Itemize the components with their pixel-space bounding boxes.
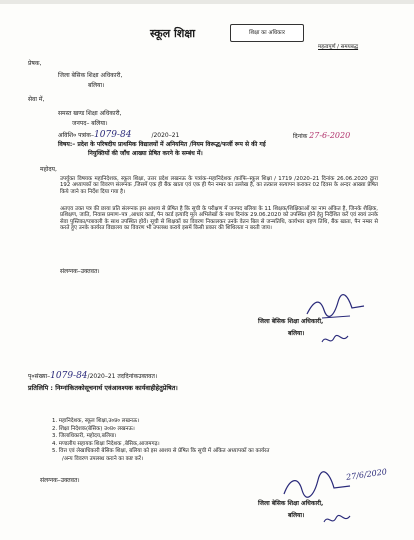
list-item: 1. महानिदेशक, स्कूल शिक्षा,उ०प्र० लखनऊ। [52, 418, 140, 424]
copy-ref-prefix: पृ०संख्या– [28, 373, 51, 380]
enclosure-note-2: संलग्नक–उक्तवत। [40, 477, 80, 484]
reference-year: /2020–21 [151, 132, 180, 139]
rte-logo-box: शिक्षा का अधिकार [230, 24, 304, 42]
subject-line-2: नियुक्तियों की जाँच आख्या प्रेषित करने के सम्बंध में। [88, 150, 203, 157]
copy-heading: प्रतिलिपि : निम्नांकितकोसूचनार्थ एवंआवश्यक कार्यवाहीहेतुप्रेषित। [28, 384, 178, 392]
list-item: 2. शिक्षा निदेशक(बेसिक) उ०प्र० लखनऊ। [52, 425, 135, 432]
copy-reference [28, 372, 157, 381]
copy-ref-suffix: /2020–21 तददिनांकउक्तवत। [87, 373, 158, 380]
recipient-district: जनपद– बलिया। [72, 120, 108, 127]
sender-office: जिला बेसिक शिक्षा अधिकारी, [58, 72, 123, 79]
body-paragraph-2: अतएव उक्त पत्र की छाया प्रति संलग्नक इस आशय से प्रेषित है कि सूची के परीक्षण में जनपद बलिया के 11 शिक्षक/शिक्षिकाओं का नाम अंकित है, जिनके शैक्षिक, प्रशिक्षण, जाति, निवास प्रमाण–पत्र ,आधार कार्ड, पैन कार्ड इत्यादि मूल अभिलेखों के साथ दिनांक 29.06.2020 को उपस्थित होने हेतु निर्देशित करें एवं स्वयं उनके सेवा पुस्तिका/पत्रावली के साथ उपस्थित होवें। सूची से शिक्षकों का विवरण निकालकर उनके वेतन बिल से जन्मतिथि, कार्यभार ग्रहण तिथि, बैंक खाता, पैन नम्बर से करते हुए उनके कार्यरत विद्यालय का विवरण भी उपलब्ध कराये इसमें किसी प्रकार की शिथिलता न बरती जाय। [60, 206, 378, 232]
sender-label: प्रेषक, [28, 60, 42, 67]
subject-line-1: विषय:– प्रदेश के परिषदीय प्राथमिक विद्यालयों में अनियमित /नियम विरूद्ध/फर्जी रूप से की गई [58, 141, 266, 148]
initials-1 [320, 332, 350, 348]
date-handwritten: 27-6-2020 [309, 131, 351, 140]
salutation: महोदय, [40, 166, 57, 173]
reference-number-handwritten: 1079-84 [94, 130, 132, 140]
reference-line [58, 131, 179, 140]
date-label: दिनांक [293, 133, 308, 140]
reference-prefix: अविशि० पत्रांक– [58, 132, 95, 139]
body-paragraph-1: उपर्युक्त विषयक महानिदेशक, स्कूल शिक्षा, उत्तर प्रदेश लखनऊ के पत्रांक–महानिदेशक /कांफि–स्कूल शिक्षा / 1719 /2020–21 दिनांक 26.06.2020 द्वारा 192 अध्यापकों का विवरण संलग्नक ,जिसमें एक ही बैंक खाता एवं एक ही पैन नम्बर का उल्लेख है, का तत्काल सत्यापन कराकर 02 दिवस के अन्दर आख्या प्रेषित किये जाने का निर्देश दिया गया है। [60, 176, 378, 195]
date-line [293, 132, 350, 141]
recipient-office: समस्त खण्ड शिक्षा अधिकारी, [58, 110, 122, 117]
list-item: 4. मण्डलीय सहायक शिक्षा निदेशक ,बेसिक,आजमगढ़। [52, 440, 160, 447]
copy-recipient-list [52, 418, 352, 464]
initials-2 [322, 512, 352, 528]
list-item: 3. जिलाधिकारी, महोदय,बलिया। [52, 433, 117, 440]
signatory-district-1: बलिया। [288, 330, 305, 337]
list-item: 5. वित्त एवं लेखाधिकारी बेसिक शिक्षा, बलिया को इस आशय से प्रेषित कि सूची में अंकित अध्यापकों का कार्यरत [52, 448, 270, 455]
department-title: स्कूल शिक्षा [150, 27, 196, 40]
signatory-title-1: जिला बेसिक शिक्षा अधिकारी, [258, 318, 324, 325]
signature-date-handwritten: 27/6/2020 [345, 467, 388, 482]
sender-district: बलिया। [88, 82, 105, 89]
signatory-title-2: जिला बेसिक शिक्षा अधिकारी, [258, 500, 324, 507]
list-item-continuation: /अन्य विवरण उपलब्ध कराने का कष्ट करें। [62, 455, 144, 462]
signatory-district-2: बलिया। [288, 512, 305, 519]
recipient-label: सेवा में, [28, 96, 45, 103]
copy-ref-number-handwritten: 1079-84 [50, 371, 88, 381]
enclosure-note-1: संलग्नक–उक्तवत। [60, 268, 100, 275]
scan-edge [0, 0, 414, 4]
priority-label: महत्वपूर्ण / समयबद्ध [318, 44, 359, 50]
